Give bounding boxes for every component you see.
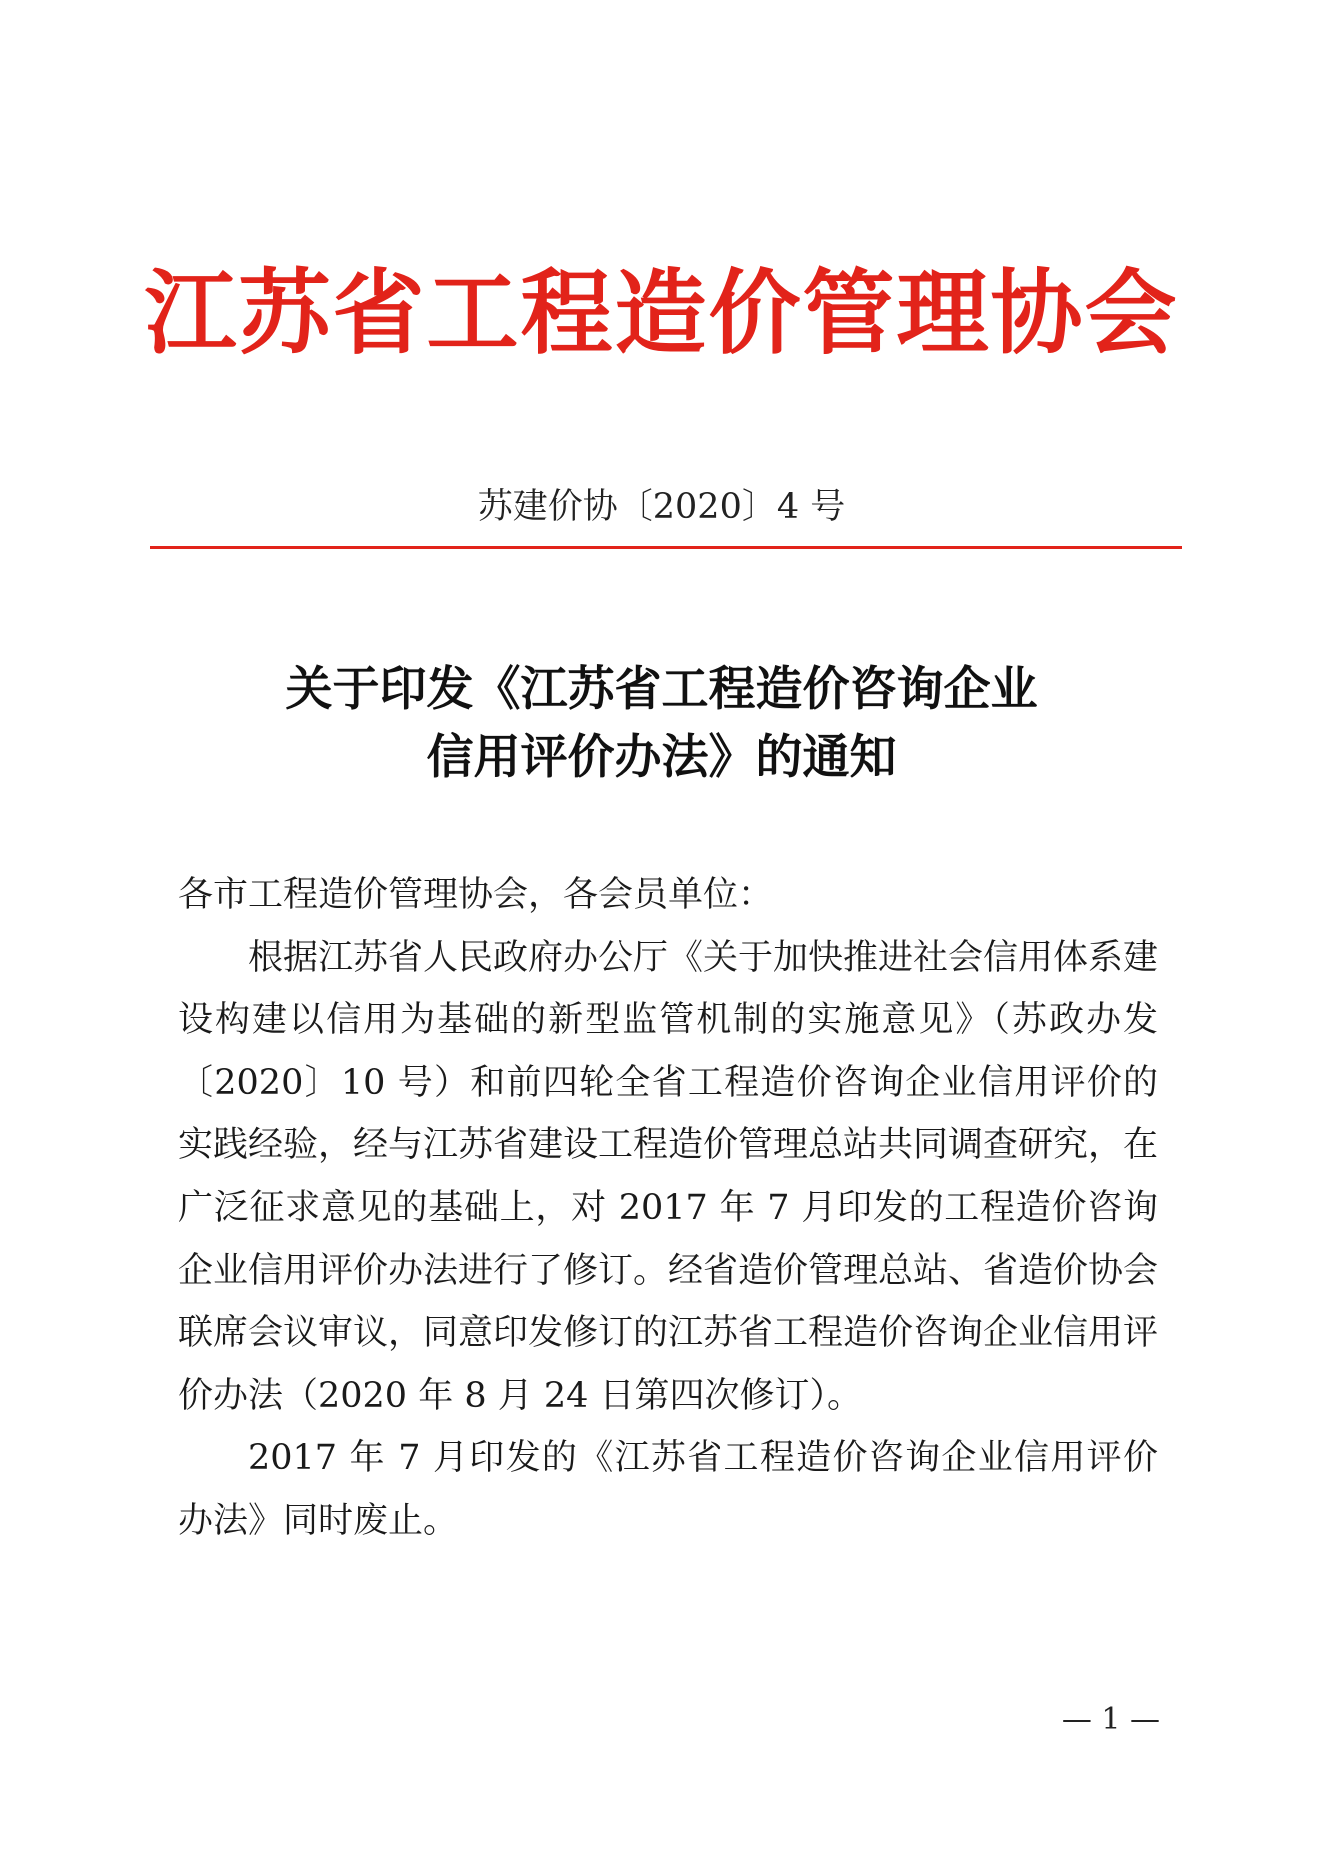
body-paragraph-1: 根据江苏省人民政府办公厅《关于加快推进社会信用体系建设构建以信用为基础的新型监管机制的实施意见》（苏政办发〔2020〕10 号）和前四轮全省工程造价咨询企业信用评价的实践经验，经与江苏省建设工程造价管理总站共同调查研究，在广泛征求意见的基础上，对 2017 年 7 月印发的工程造价咨询企业信用评价办法进行了修订。经省造价管理总站、省造价协会联席会议审议，同意印发修订的江苏省工程造价咨询企业信用评价办法（2020 年 8 月 24 日第四次修订）。 [178, 937, 1159, 1416]
body-paragraph-2: 2017 年 7 月印发的《江苏省工程造价咨询企业信用评价办法》同时废止。 [178, 1438, 1158, 1541]
organization-header: 江苏省工程造价管理协会 [144, 259, 1179, 367]
salutation: 各市工程造价管理协会，各会员单位： [178, 875, 774, 915]
notice-body [178, 864, 1158, 1553]
page-number: — 1 — [1061, 1702, 1160, 1737]
notice-title-line-1: 关于印发《江苏省工程造价咨询企业 [285, 662, 1038, 717]
header-divider [150, 546, 1182, 549]
notice-title-line-2: 信用评价办法》的通知 [426, 730, 897, 785]
notice-title [0, 656, 1323, 792]
document-number: 苏建价协〔2020〕4 号 [477, 487, 846, 527]
